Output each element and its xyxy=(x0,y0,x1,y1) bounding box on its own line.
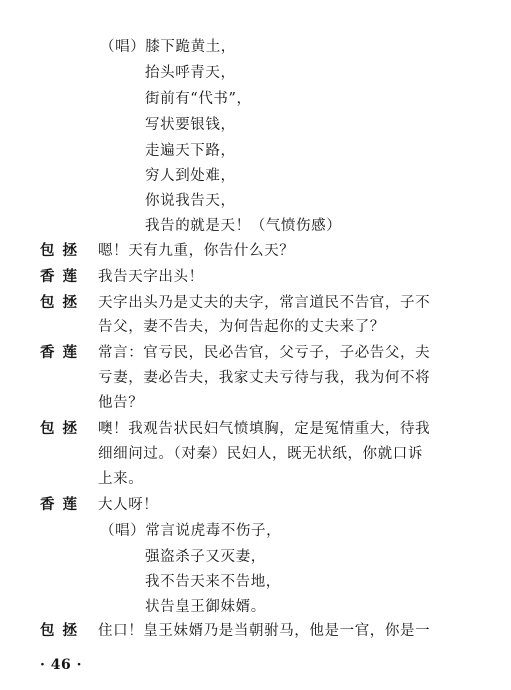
text-line: 强盗杀子又灭妻， xyxy=(145,549,266,565)
text-line: 你说我告天， xyxy=(145,193,236,209)
text-line: 常言：官亏民，民必告官，父亏子，子必告父，夫 xyxy=(98,345,431,361)
text-line: 走遍天下路， xyxy=(145,143,236,159)
text-line: 我不告天来不告地， xyxy=(145,574,281,590)
text-line: 住口！皇王妹婿乃是当朝驸马，他是一官，你是一 xyxy=(98,623,431,639)
text-line: （唱）常言说虎毒不伤子， xyxy=(100,523,282,539)
speaker-name: 香莲 xyxy=(40,496,85,513)
speaker-name: 香莲 xyxy=(40,268,85,285)
speaker-name: 包拯 xyxy=(40,294,85,311)
text-line: 大人呀！ xyxy=(98,497,159,513)
speaker-name: 包拯 xyxy=(40,242,85,259)
text-line: 告父，妻不告夫，为何告起你的丈夫来了？ xyxy=(98,319,385,335)
text-line: 亏妻，妻必告夫，我家丈夫亏待与我，我为何不将 xyxy=(98,370,431,386)
text-line: 街前有“代书”， xyxy=(145,91,252,107)
text-line: 上来。 xyxy=(98,471,144,487)
text-line: 穷人到处难， xyxy=(145,168,236,184)
text-line: 抬头呼青天， xyxy=(145,65,236,81)
speaker-name: 香莲 xyxy=(40,344,85,361)
text-line: 我告的就是天！（气愤伤感） xyxy=(145,218,342,234)
text-line: （唱）膝下跪黄土， xyxy=(100,39,236,55)
text-line: 嗯！天有九重，你告什么天？ xyxy=(98,243,295,259)
text-line: 天字出头乃是丈夫的夫字，常言道民不告官，子不 xyxy=(98,295,431,311)
page-number: · 46 · xyxy=(40,657,82,673)
speaker-name: 包拯 xyxy=(40,420,85,437)
text-line: 噢！我观告状民妇气愤填胸，定是冤情重大，待我 xyxy=(98,421,431,437)
text-line: 我告天字出头！ xyxy=(98,269,204,285)
text-line: 状告皇王御妹婿。 xyxy=(145,599,266,615)
text-line: 写状要银钱， xyxy=(145,117,236,133)
text-line: 细细问过。（对秦）民妇人，既无状纸，你就口诉 xyxy=(98,446,423,462)
speaker-name: 包拯 xyxy=(40,622,85,639)
text-line: 他告？ xyxy=(98,395,144,411)
